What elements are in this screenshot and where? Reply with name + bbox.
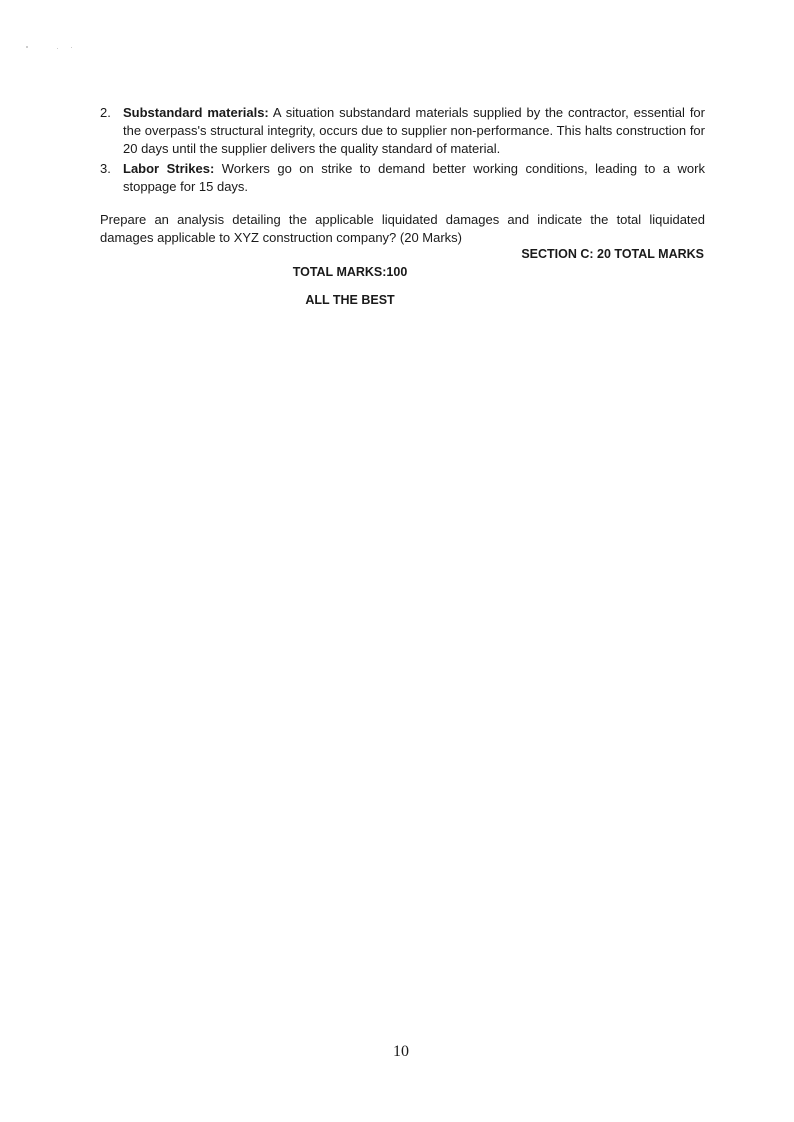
page-number: 10	[393, 1043, 409, 1060]
list-item-number: 3.	[100, 161, 111, 176]
question-text: Prepare an analysis detailing the applicable liquidated damages and indicate the total liquidated damages applicable to XYZ construction company? (20 Marks)	[100, 212, 705, 245]
list-item-text: A situation substandard materials supplied by the contractor, essential for the overpass's structural integrity, occurs due to supplier non-performance. This halts construction for 20 days until the supplier delivers the quality standard of material.	[123, 105, 705, 156]
list-item	[100, 160, 705, 196]
section-marks-heading: SECTION C: 20 TOTAL MARKS	[521, 247, 704, 261]
scenario-list	[100, 104, 705, 198]
total-marks-heading: TOTAL MARKS:100	[292, 265, 408, 279]
scan-speck	[57, 48, 58, 49]
list-item-title: Substandard materials:	[123, 105, 269, 120]
scan-speck	[26, 46, 28, 48]
scan-speck	[71, 47, 72, 48]
list-item-number: 2.	[100, 105, 111, 120]
list-item-title: Labor Strikes:	[123, 161, 215, 176]
list-item	[100, 104, 705, 158]
list-item-text: Workers go on strike to demand better working conditions, leading to a work stoppage for 15 days.	[123, 161, 705, 194]
closing-heading: ALL THE BEST	[305, 293, 395, 307]
